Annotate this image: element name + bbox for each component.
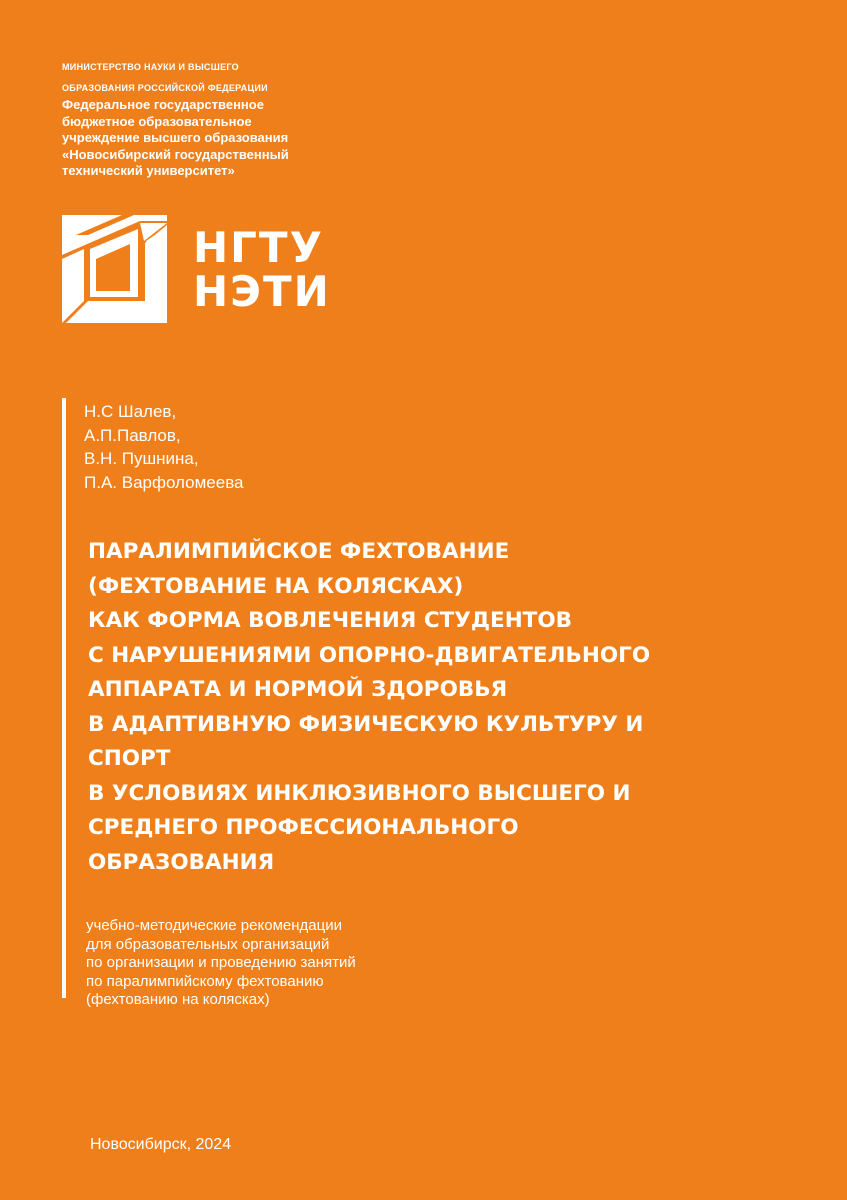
- subtitle-line: (фехтованию на колясках): [86, 991, 270, 1008]
- ministry-name: [62, 57, 268, 99]
- university-line: учреждение высшего образования: [62, 130, 289, 145]
- book-subtitle: [86, 917, 356, 1010]
- ministry-line: ОБРАЗОВАНИЯ РОССИЙСКОЙ ФЕДЕРАЦИИ: [62, 83, 268, 93]
- subtitle-line: учебно-методические рекомендации: [86, 917, 342, 934]
- nstu-logo-mark-icon: [62, 215, 167, 323]
- subtitle-line: по паралимпийскому фехтованию: [86, 972, 324, 990]
- university-name: [62, 97, 289, 180]
- title-line: СПОРТ: [88, 746, 171, 771]
- logo-line-1: НГТУ: [193, 223, 324, 272]
- authors-list: [84, 400, 244, 494]
- title-line: (ФЕХТОВАНИЕ НА КОЛЯСКАХ): [88, 573, 464, 599]
- subtitle-line: для образовательных организаций: [86, 935, 330, 953]
- title-line: СРЕДНЕГО ПРОФЕССИОНАЛЬНОГО: [88, 815, 519, 840]
- title-line: КАК ФОРМА ВОВЛЕЧЕНИЯ СТУДЕНТОВ: [88, 608, 573, 633]
- accent-bar: [62, 398, 66, 998]
- title-line: В АДАПТИВНУЮ ФИЗИЧЕСКУЮ КУЛЬТУРУ И: [88, 711, 644, 737]
- author: В.Н. Пушнина,: [84, 449, 199, 468]
- author: А.П.Павлов,: [84, 425, 181, 445]
- subtitle-line: по организации и проведению занятий: [86, 954, 356, 971]
- publication-place-year: Новосибирск, 2024: [90, 1136, 232, 1153]
- book-title: [88, 535, 650, 880]
- logo-line-2: НЭТИ: [193, 267, 331, 316]
- author: П.А. Варфоломеева: [84, 472, 244, 492]
- title-line: ПАРАЛИМПИЙСКОЕ ФЕХТОВАНИЕ: [88, 539, 510, 564]
- author: Н.С Шалев,: [84, 402, 177, 421]
- title-line: АППАРАТА И НОРМОЙ ЗДОРОВЬЯ: [88, 677, 508, 702]
- university-logo-text: [193, 223, 331, 316]
- title-line: В УСЛОВИЯХ ИНКЛЮЗИВНОГО ВЫСШЕГО И: [88, 780, 631, 806]
- university-line: бюджетное образовательное: [62, 113, 252, 129]
- university-line: Федеральное государственное: [62, 97, 264, 112]
- title-line: ОБРАЗОВАНИЯ: [88, 849, 275, 875]
- ministry-line: МИНИСТЕРСТВО НАУКИ И ВЫСШЕГО: [62, 62, 239, 72]
- university-line: технический университет»: [62, 163, 235, 178]
- title-line: С НАРУШЕНИЯМИ ОПОРНО-ДВИГАТЕЛЬНОГО: [88, 642, 651, 668]
- university-line: «Новосибирский государственный: [62, 146, 289, 162]
